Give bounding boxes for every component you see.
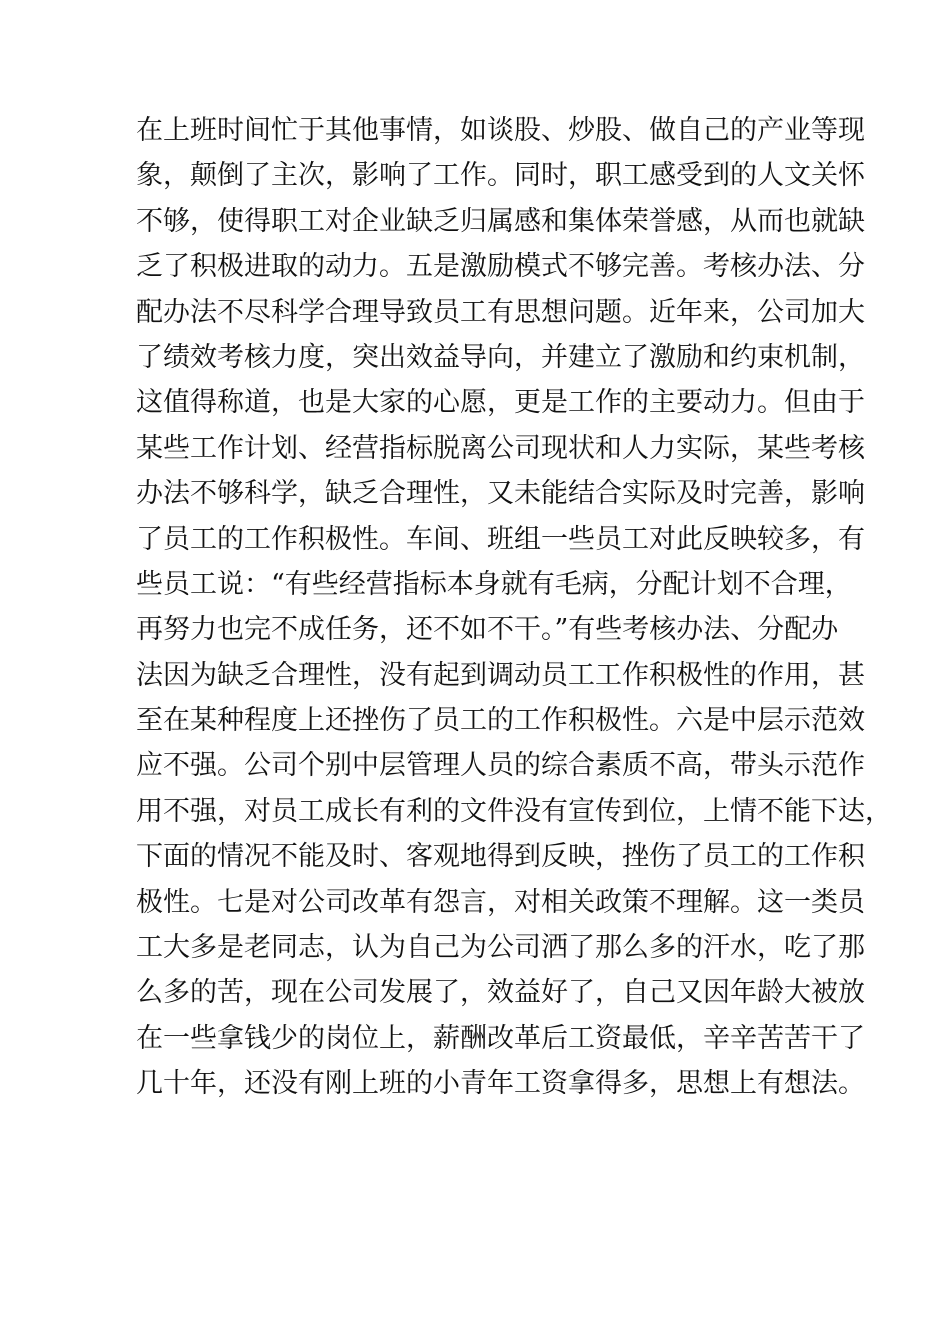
text-line: 工大多是老同志，认为自己为公司洒了那么多的汗水，吃了那 [136,932,865,964]
text-line: 再努力也完不成任务，还不如不干。”有些考核办法、分配办 [136,614,839,646]
text-line: 在一些拿钱少的岗位上，薪酬改革后工资最低，辛辛苦苦干了 [136,1022,865,1054]
text-line: 某些工作计划、经营指标脱离公司现状和人力实际，某些考核 [136,432,865,464]
text-line: 了绩效考核力度，突出效益导向，并建立了激励和约束机制， [136,341,865,373]
text-line: 用不强，对员工成长有利的文件没有宣传到位，上情不能下达， [136,795,892,827]
text-line: 不够，使得职工对企业缺乏归属感和集体荣誉感，从而也就缺 [136,205,865,237]
text-line: 极性。七是对公司改革有怨言，对相关政策不理解。这一类员 [136,886,865,918]
text-line: 至在某种程度上还挫伤了员工的工作积极性。六是中层示范效 [136,705,865,737]
text-line: 下面的情况不能及时、客观地得到反映，挫伤了员工的工作积 [136,841,865,873]
body-paragraph [136,108,892,1107]
text-line: 配办法不尽科学合理导致员工有思想问题。近年来，公司加大 [136,296,865,328]
text-line: 么多的苦，现在公司发展了，效益好了，自己又因年龄大被放 [136,977,865,1009]
text-line: 些员工说：“有些经营指标本身就有毛病，分配计划不合理， [136,568,852,600]
text-line: 了员工的工作积极性。车间、班组一些员工对此反映较多，有 [136,523,865,555]
text-line: 乏了积极进取的动力。五是激励模式不够完善。考核办法、分 [136,251,865,283]
text-line: 办法不够科学，缺乏合理性，又未能结合实际及时完善，影响 [136,478,865,510]
text-line: 法因为缺乏合理性，没有起到调动员工工作积极性的作用，甚 [136,659,865,691]
text-line: 在上班时间忙于其他事情，如谈股、炒股、做自己的产业等现 [136,115,865,146]
text-line: 象，颠倒了主次，影响了工作。同时，职工感受到的人文关怀 [136,160,865,192]
text-line: 几十年，还没有刚上班的小青年工资拿得多，思想上有想法。 [136,1068,865,1100]
text-line: 应不强。公司个别中层管理人员的综合素质不高，带头示范作 [136,750,865,782]
text-line: 这值得称道，也是大家的心愿，更是工作的主要动力。但由于 [136,387,865,419]
